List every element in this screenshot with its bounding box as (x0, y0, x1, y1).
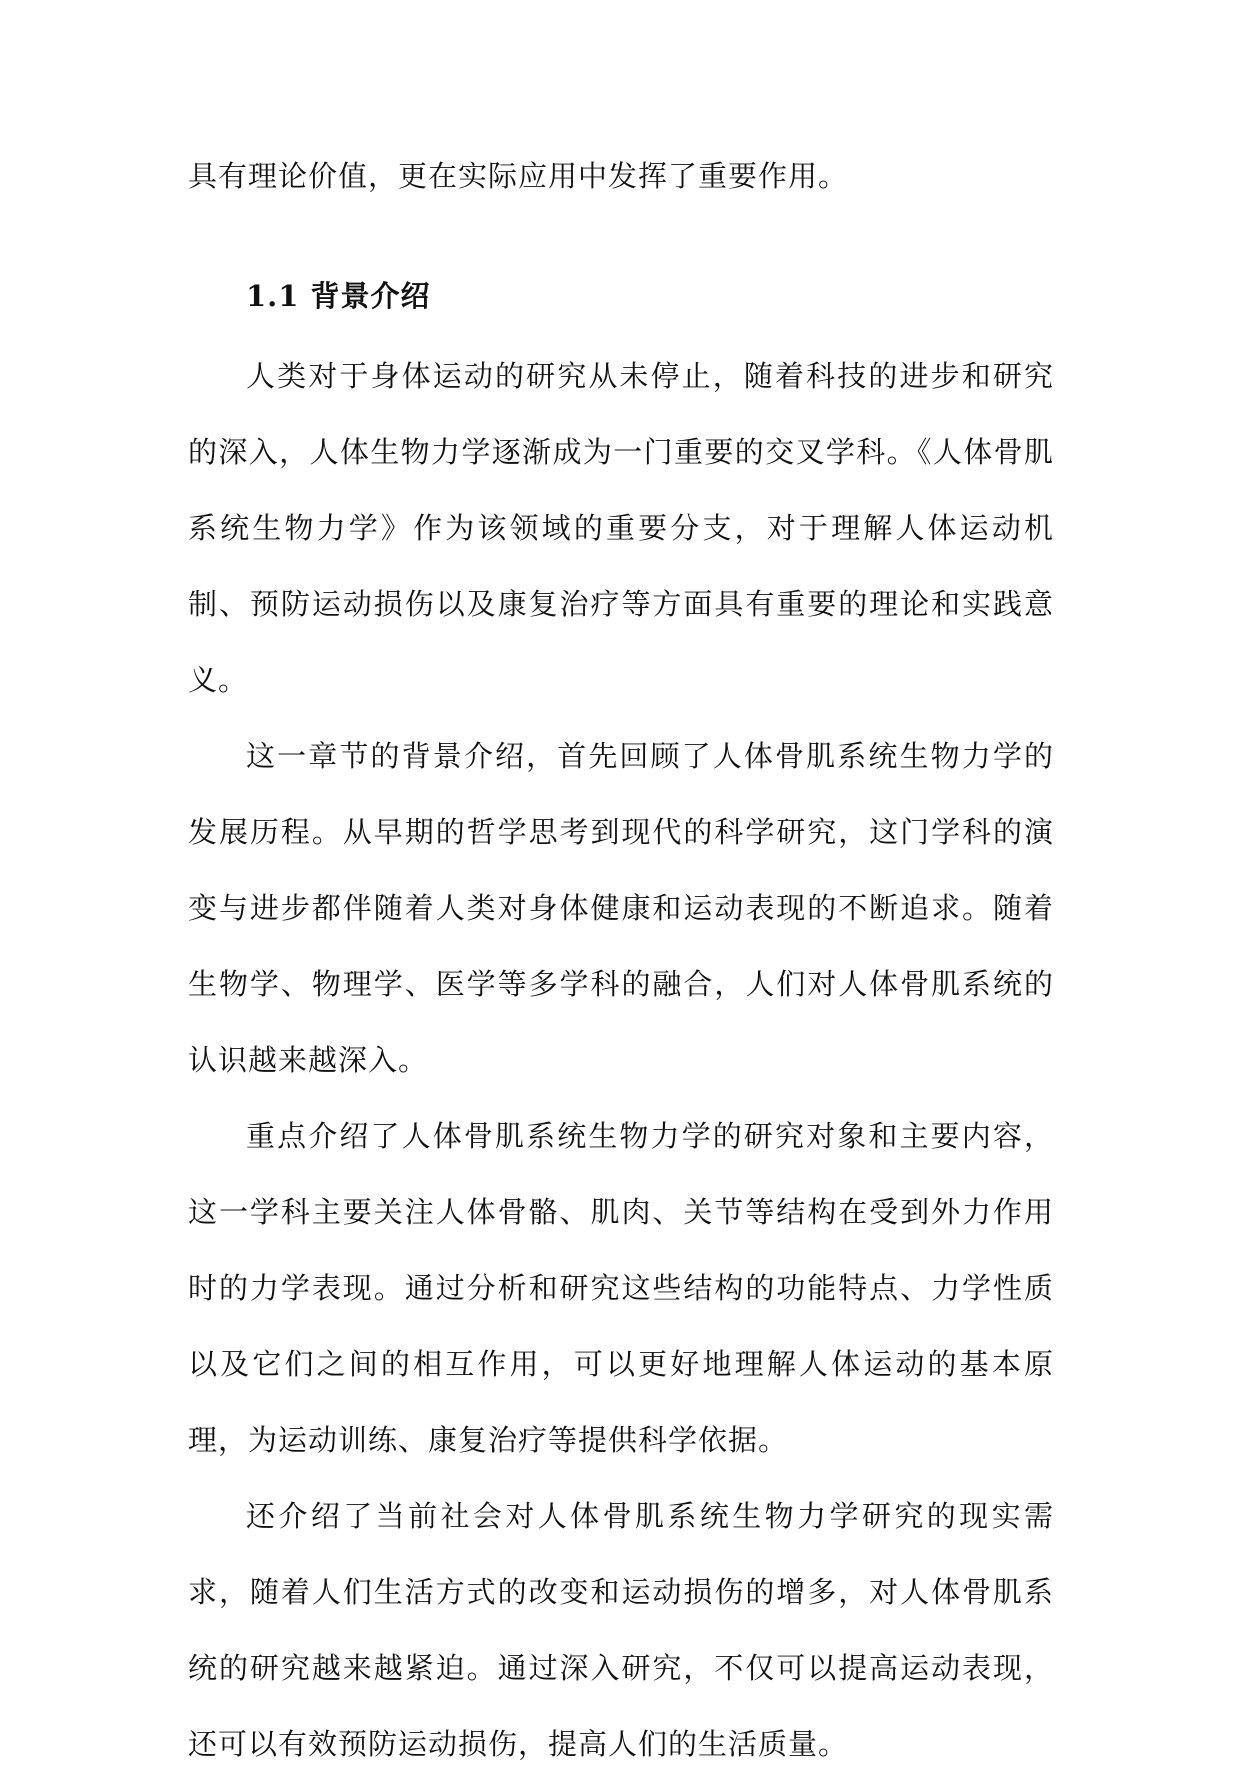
page-content (188, 138, 1054, 1782)
section-heading: 1.1 背景介绍 (246, 279, 431, 313)
body-paragraph-4: 还介绍了当前社会对人体骨肌系统生物力学研究的现实需求，随着人们生活方式的改变和运动损伤的增多，对人体骨肌系统的研究越来越紧迫。通过深入研究，不仅可以提高运动表现，还可以有效预防运动损伤，提高人们的生活质量。 (188, 1499, 1054, 1761)
body-paragraph-2: 这一章节的背景介绍，首先回顾了人体骨肌系统生物力学的发展历程。从早期的哲学思考到现代的科学研究，这门学科的演变与进步都伴随着人类对身体健康和运动表现的不断追求。随着生物学、物理学、医学等多学科的融合，人们对人体骨肌系统的认识越来越深入。 (188, 739, 1054, 1077)
body-paragraph-3: 重点介绍了人体骨肌系统生物力学的研究对象和主要内容，这一学科主要关注人体骨骼、肌肉、关节等结构在受到外力作用时的力学表现。通过分析和研究这些结构的功能特点、力学性质以及它们之间的相互作用，可以更好地理解人体运动的基本原理，为运动训练、康复治疗等提供科学依据。 (188, 1119, 1054, 1457)
intro-tail-paragraph: 具有理论价值，更在实际应用中发挥了重要作用。 (188, 159, 849, 193)
body-paragraph-1: 人类对于身体运动的研究从未停止，随着科技的进步和研究的深入，人体生物力学逐渐成为一门重要的交叉学科。《人体骨肌系统生物力学》作为该领域的重要分支，对于理解人体运动机制、预防运动损伤以及康复治疗等方面具有重要的理论和实践意义。 (188, 359, 1054, 697)
